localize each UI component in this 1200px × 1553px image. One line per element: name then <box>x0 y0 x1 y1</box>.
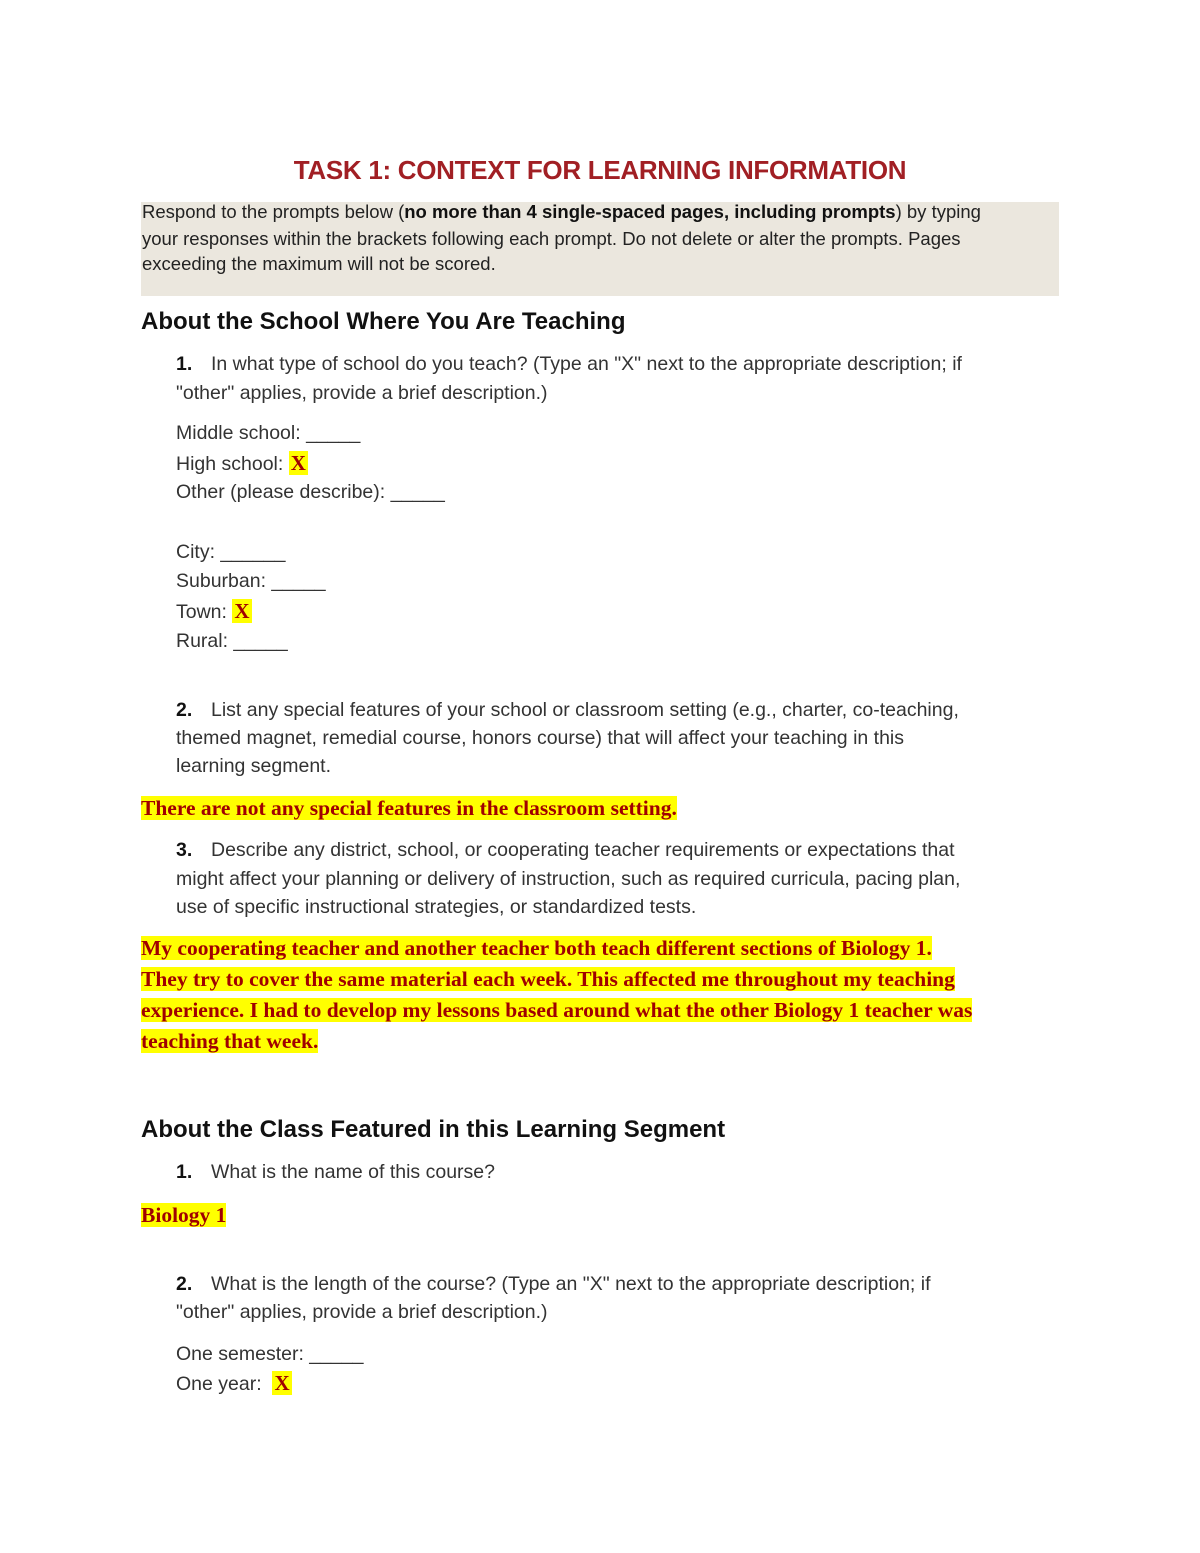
option-high-school <box>176 449 308 477</box>
answer-text: My cooperating teacher and another teacher both teach different sections of Biology 1. <box>141 936 932 960</box>
prompt-line: learning segment. <box>176 755 332 777</box>
answer-text: teaching that week. <box>141 1029 319 1053</box>
prompt-line: might affect your planning or delivery of instruction, such as required curricula, pacing plan, <box>176 868 961 890</box>
answer-text: They try to cover the same material each week. This affected me throughout my teaching <box>141 967 955 991</box>
option-one-year <box>176 1369 292 1397</box>
prompt-line: use of specific instructional strategies, or standardized tests. <box>176 896 697 918</box>
option-middle-school <box>176 419 360 447</box>
prompt-line <box>176 836 955 864</box>
option-label: One semester: _____ <box>176 1343 364 1365</box>
section-heading-class: About the Class Featured in this Learning Segment <box>141 1116 726 1143</box>
option-town <box>176 597 252 625</box>
prompt-line <box>176 1270 931 1298</box>
option-label: One year: <box>176 1373 273 1395</box>
option-label: High school: <box>176 453 289 475</box>
instructions-line: exceeding the maximum will not be scored. <box>142 253 496 274</box>
prompt-line <box>176 1158 495 1186</box>
prompt-text: What is the length of the course? (Type an "X" next to the appropriate description; if <box>211 1273 931 1295</box>
prompt-text: Describe any district, school, or cooperating teacher requirements or expectations that <box>211 839 955 861</box>
prompt-text: List any special features of your school or classroom setting (e.g., charter, co-teaching, <box>211 699 959 721</box>
prompt-line <box>176 696 959 724</box>
prompt-line: "other" applies, provide a brief description.) <box>176 1301 548 1323</box>
prompt-number: 1. <box>176 1161 193 1183</box>
page-title: TASK 1: CONTEXT FOR LEARNING INFORMATION <box>293 155 907 185</box>
answer-line <box>141 1201 226 1229</box>
instructions-bold-text: no more than 4 single-spaced pages, including prompts <box>404 201 896 222</box>
prompt-line <box>176 350 962 378</box>
option-label: Rural: _____ <box>176 630 288 652</box>
x-mark: X <box>274 1371 290 1395</box>
prompt-text: In what type of school do you teach? (Type an "X" next to the appropriate description; if <box>211 353 962 375</box>
prompt-number: 1. <box>176 353 193 375</box>
answer-line <box>141 934 932 962</box>
answer-line <box>141 1027 318 1055</box>
answer-line <box>141 794 677 822</box>
answer-text: Biology 1 <box>141 1203 227 1227</box>
section-heading-school: About the School Where You Are Teaching <box>141 308 626 335</box>
option-label: Middle school: _____ <box>176 422 361 444</box>
answer-text: There are not any special features in the classroom setting. <box>141 796 677 820</box>
answer-line <box>141 996 972 1024</box>
prompt-text: What is the name of this course? <box>211 1161 495 1183</box>
prompt-number: 2. <box>176 1273 193 1295</box>
prompt-number: 2. <box>176 699 193 721</box>
option-label: Town: <box>176 601 233 623</box>
instructions-line: your responses within the brackets following each prompt. Do not delete or alter the prompts. Pages <box>142 228 961 249</box>
option-one-semester <box>176 1340 364 1368</box>
prompt-line: themed magnet, remedial course, honors course) that will affect your teaching in this <box>176 727 905 749</box>
option-city <box>176 538 286 566</box>
answer-text: experience. I had to develop my lessons based around what the other Biology 1 teacher was <box>141 998 973 1022</box>
option-label: City: ______ <box>176 541 286 563</box>
instructions-text: ) by typing <box>895 201 981 222</box>
prompt-line: "other" applies, provide a brief description.) <box>176 382 548 404</box>
option-rural <box>176 627 288 655</box>
prompt-number: 3. <box>176 839 193 861</box>
x-mark: X <box>234 599 250 623</box>
answer-line <box>141 965 955 993</box>
option-suburban <box>176 567 326 595</box>
option-label: Other (please describe): _____ <box>176 481 445 503</box>
x-mark: X <box>290 451 306 475</box>
instructions-text: Respond to the prompts below ( <box>142 201 405 222</box>
option-other <box>176 478 445 506</box>
instructions-line <box>142 198 981 226</box>
option-label: Suburban: _____ <box>176 570 326 592</box>
